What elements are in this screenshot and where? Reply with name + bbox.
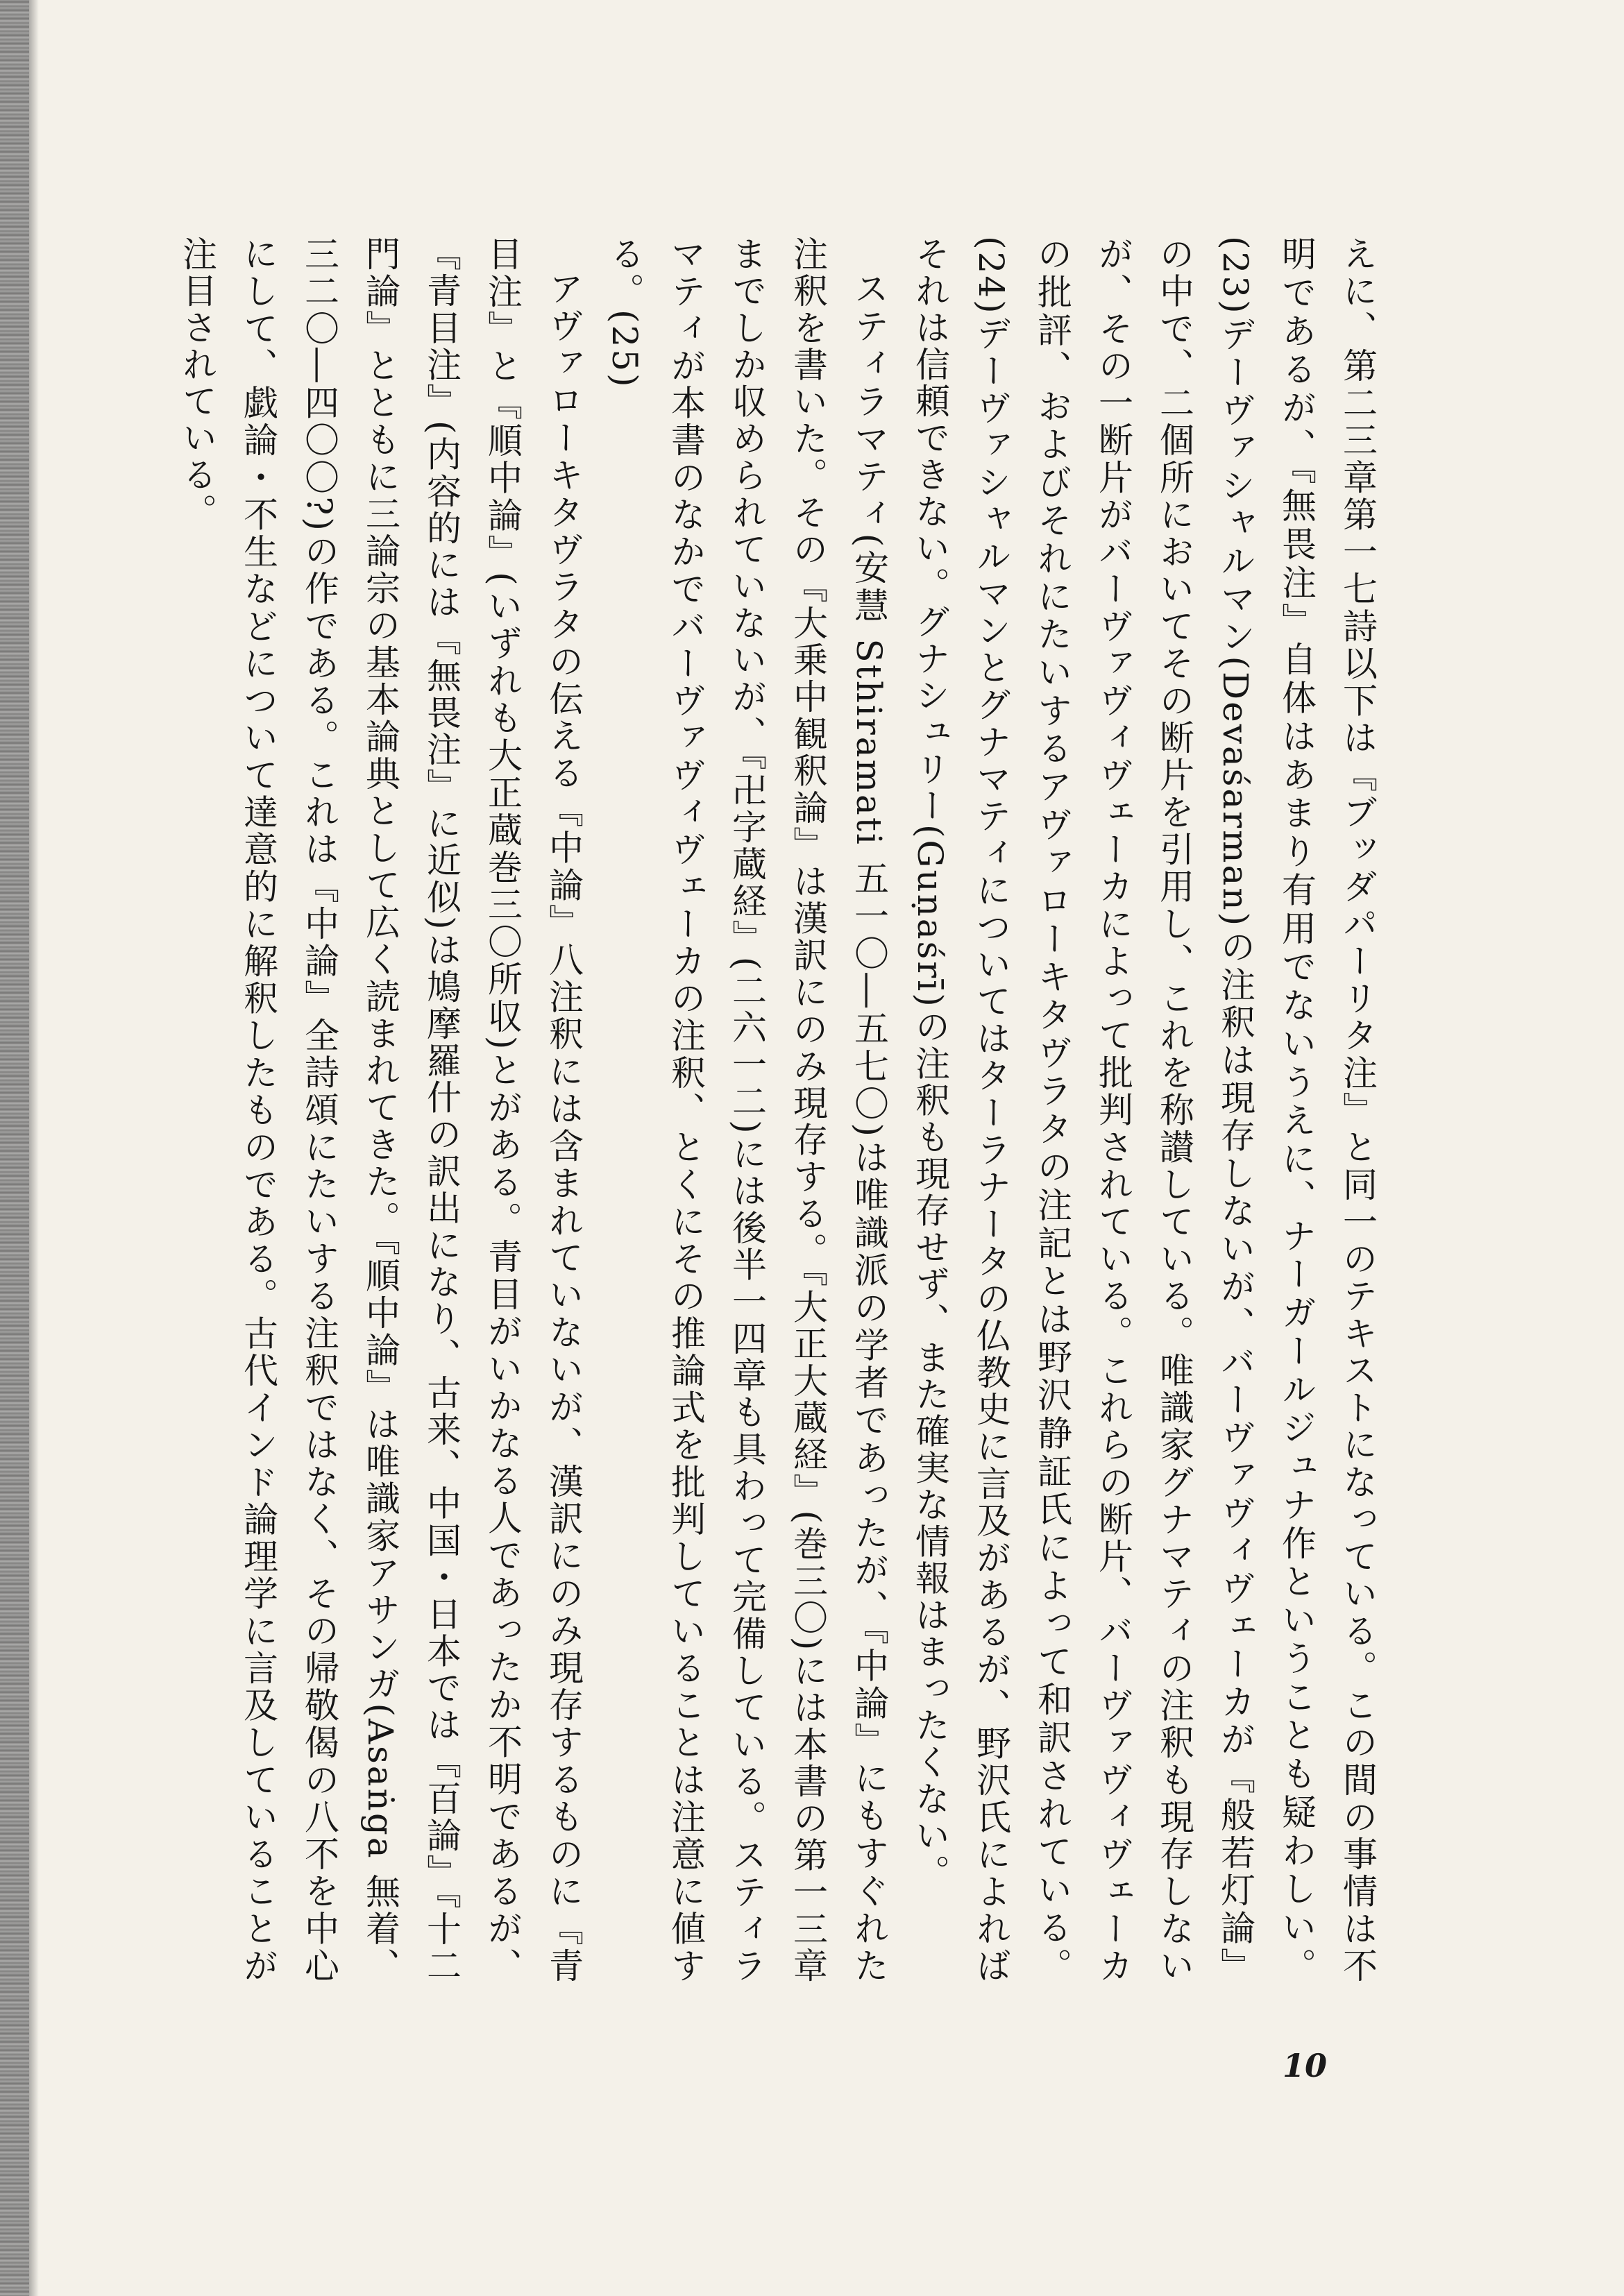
- book-spine-shadow: [0, 0, 29, 2296]
- paragraph-1: えに、第二三章第一七詩以下は『ブッダパーリタ注』と同一のテキストになっている。この間の事情は不明であるが、『無畏注』自体はあまり有用でないうえに、ナーガールジュナ作ということも疑わしい。(23)デーヴァシャルマン(Devaśarman)の注釈は現存しないが、バーヴァヴィヴェーカが『般若灯論』の中で、二個所においてその断片を引用し、これを称讃している。唯識家グナマティの注釈も現存しないが、その一断片がバーヴァヴィヴェーカによって批判されている。これらの断片、バーヴァヴィヴェーカの批評、およびそれにたいするアヴァローキタヴラタの注記とは野沢静証氏によって和訳されている。(24)デーヴァシャルマンとグナマティについてはターラナータの仏教史に言及があるが、野沢氏によればそれは信頼できない。グナシュリー(Guṇaśrī)の注釈も現存せず、また確実な情報はまったくない。: [910, 236, 1378, 1984]
- vertical-text-block: [177, 236, 1388, 1984]
- page-number: 10: [1283, 2047, 1328, 2084]
- paragraph-3: アヴァローキタヴラタの伝える『中論』八注釈には含まれていないが、漢訳にのみ現存するものに『青目注』と『順中論』(いずれも大正蔵巻三〇所収)とがある。青目がいかなる人であったか不明であるが、『青目注』(内容的には『無畏注』に近似)は鳩摩羅什の訳出になり、古来、中国・日本では『百論』『十二門論』とともに三論宗の基本論典として広く読まれてきた。『順中論』は唯識家アサンガ(Asaṅga 無着、三二〇―四〇〇?)の作である。これは『中論』全詩頌にたいする注釈ではなく、その帰敬偈の八不を中心にして、戯論・不生などについて達意的に解釈したものである。古代インド論理学に言及していることが注目されている。: [177, 236, 584, 1984]
- spine-edge-gradient: [29, 0, 39, 2296]
- paragraph-2: スティラマティ(安慧 Sthiramati 五一〇―五七〇)は唯識派の学者であったが、『中論』にもすぐれた注釈を書いた。その『大乗中観釈論』は漢訳にのみ現存する。『大正大蔵経』(巻三〇)には本書の第一三章までしか収められていないが、『卍字蔵経』(二六一二)には後半一四章も具わって完備している。スティラマティが本書のなかでバーヴァヴィヴェーカの注釈、とくにその推論式を批判していることは注意に値する。(25): [604, 236, 889, 1984]
